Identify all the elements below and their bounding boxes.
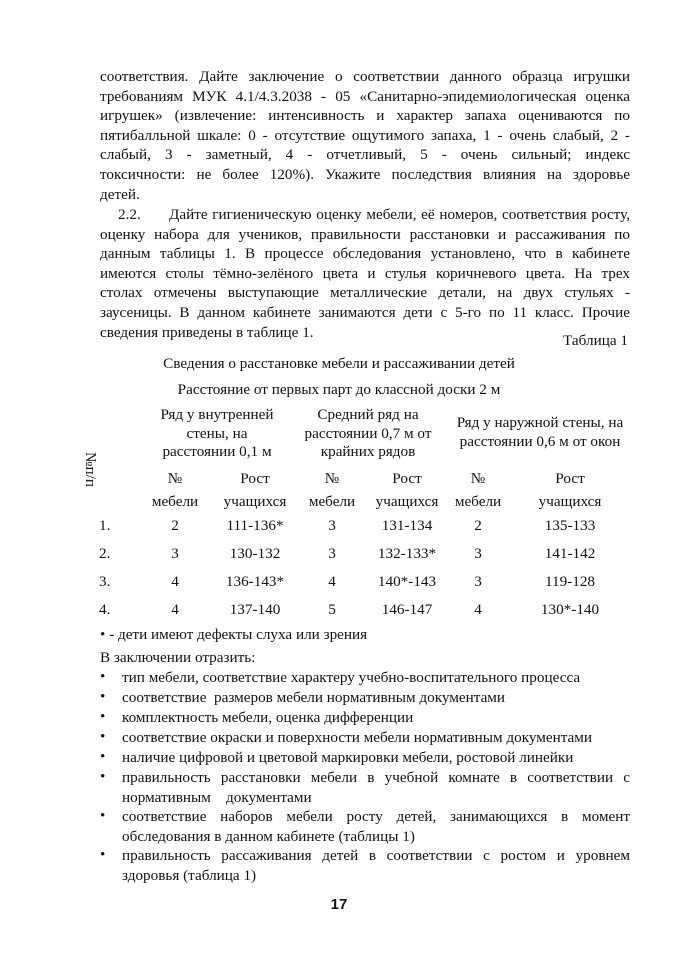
text-line: заусеницы. В данном кабинете занимаются дети с 5-го по 11 класс. Прочие (100, 303, 630, 321)
subheader-height-sub: учащихся (538, 493, 602, 510)
subheader-number: № (324, 470, 340, 487)
table-label: Таблица 1 (563, 332, 628, 349)
text-line: наличие цифровой и цветовой маркировки мебели, ростовой линейки (122, 749, 574, 766)
table-cell: 3 (171, 545, 179, 562)
bullet-icon: • (100, 748, 106, 765)
table-cell: 130*-140 (540, 601, 600, 618)
bullet-icon: • (100, 708, 106, 725)
text-line: правильность рассаживания детей в соответствии с ростом и уровнем (122, 847, 630, 864)
table-cell: 135-133 (544, 517, 596, 534)
text-line: нормативным документами (122, 788, 312, 806)
group-header-line: расстоянии 0,1 м (162, 443, 272, 460)
subheader-height-sub: учащихся (223, 493, 287, 510)
subheader-number-sub: мебели (308, 493, 356, 510)
text-line: пятибалльной шкале: 0 - отсутствие ощутимого запаха, 1 - очень слабый, 2 - (100, 126, 630, 144)
subheader-number-sub: мебели (454, 493, 502, 510)
table-cell: 4 (474, 601, 482, 618)
table-cell: 3 (474, 573, 482, 590)
table-subtitle: Расстояние от первых парт до классной доски 2 м (177, 381, 501, 398)
subheader-number-sub: мебели (151, 493, 199, 510)
row-number: 1. (99, 517, 111, 534)
task-paragraph (100, 205, 630, 342)
list-item-text (122, 807, 630, 846)
table-cell: 3 (328, 517, 336, 534)
bullet-icon: • (100, 846, 106, 863)
intro-paragraph (100, 67, 630, 204)
text-line: соответствия. Дайте заключение о соответствии данного образца игрушки (100, 68, 630, 85)
text-line: соответствие окраски и поверхности мебели нормативным документами (122, 729, 593, 746)
list-item-text (122, 688, 630, 708)
conclusion-heading: В заключении отразить: (100, 649, 256, 666)
text-line: 2.2. Дайте гигиеническую оценку мебели, её номеров, соответствия росту, (118, 206, 630, 223)
table-cell: 119-128 (544, 573, 596, 590)
subheader-number: № (470, 470, 486, 487)
table-cell: 3 (474, 545, 482, 562)
text-line: столах отмечены выступающие металлические детали, на двух стульях - (100, 284, 630, 302)
bullet-icon: • (100, 668, 106, 685)
text-line: сведения приведены в таблице 1. (100, 323, 314, 341)
text-line: оценку набора для учеников, правильности расстановки и рассаживания по (100, 225, 630, 243)
bullet-icon: • (100, 807, 106, 824)
group-header-middle (292, 406, 444, 462)
group-header-line: крайних рядов (320, 443, 416, 460)
table-cell: 130-132 (229, 545, 281, 562)
text-line: комплектность мебели, оценка дифференции (122, 709, 414, 726)
group-header-inner-wall (142, 406, 292, 462)
group-header-outer-wall (444, 414, 636, 451)
table-cell: 2 (474, 517, 482, 534)
text-line: токсичности: не более 120%). Укажите последствия влияния на здоровье (100, 165, 630, 183)
row-number: 3. (99, 573, 111, 590)
list-item-text (122, 768, 630, 807)
table-cell: 4 (328, 573, 336, 590)
page-number: 17 (330, 896, 348, 913)
table-cell: 141-142 (544, 545, 596, 562)
text-line: обследования в данном кабинете (таблицы 1) (122, 827, 415, 845)
subheader-number: № (167, 470, 183, 487)
table-cell: 140*-143 (377, 573, 437, 590)
table-footnote: • - дети имеют дефекты слуха или зрения (100, 626, 368, 643)
text-line: игрушек» (извлечение: интенсивность и характер запаха оцениваются по (100, 107, 630, 125)
subheader-height: Рост (240, 470, 270, 487)
table-cell: 131-134 (381, 517, 433, 534)
text-line: требованиям МУК 4.1/4.3.2038 - 05 «Санитарно-эпидемиологическая оценка (100, 87, 630, 105)
table-cell: 136-143* (225, 573, 285, 590)
text-line: соответствие размеров мебели нормативным документами (122, 689, 506, 706)
table-cell: 3 (328, 545, 336, 562)
subheader-height: Рост (392, 470, 422, 487)
subheader-height-sub: учащихся (375, 493, 439, 510)
list-item-text (122, 728, 630, 748)
text-line: детей. (100, 185, 140, 203)
group-header-line: Средний ряд на (317, 406, 419, 423)
table-cell: 132-133* (377, 545, 437, 562)
table-cell: 2 (171, 517, 179, 534)
table-cell: 111-136* (226, 517, 284, 534)
text-line: имеются столы тёмно-зелёного цвета и стулья коричневого цвета. На трех (100, 264, 630, 282)
group-header-line: Ряд у наружной стены, на (456, 414, 624, 431)
row-number: 2. (99, 545, 111, 562)
bullet-icon: • (100, 768, 106, 785)
text-line: данным таблицы 1. В процессе обследования установлено, что в кабинете (100, 245, 630, 263)
table-cell: 5 (328, 601, 336, 618)
text-line: здоровья (таблица 1) (122, 866, 257, 884)
text-line: слабый, 3 - заметный, 4 - отчетливый, 5 - очень сильный; индекс (100, 146, 630, 164)
table-cell: 137-140 (229, 601, 281, 618)
list-item-text (122, 668, 630, 688)
bullet-icon: • (100, 728, 106, 745)
list-item-text (122, 748, 630, 768)
table-cell: 4 (171, 573, 179, 590)
group-header-line: стены, на (186, 424, 248, 442)
list-item-text (122, 846, 630, 885)
row-number: 4. (99, 601, 111, 618)
list-item-text (122, 708, 630, 728)
table-title: Сведения о расстановке мебели и рассаживании детей (163, 355, 515, 372)
text-line: соответствие наборов мебели росту детей, занимающихся в момент (122, 808, 630, 825)
subheader-height: Рост (555, 470, 585, 487)
table-cell: 146-147 (381, 601, 433, 618)
table-cell: 4 (171, 601, 179, 618)
rownum-header: №п/п (82, 452, 99, 487)
group-header-line: расстоянии 0,7 м от (304, 424, 432, 442)
group-header-line: расстоянии 0,6 м от окон (459, 432, 621, 450)
text-line: тип мебели, соответствие характеру учебно-воспитательного процесса (122, 669, 581, 686)
text-line: правильность расстановки мебели в учебной комнате в соответствии с (122, 769, 630, 786)
group-header-line: Ряд у внутренней (160, 406, 274, 423)
bullet-icon: • (100, 688, 106, 705)
